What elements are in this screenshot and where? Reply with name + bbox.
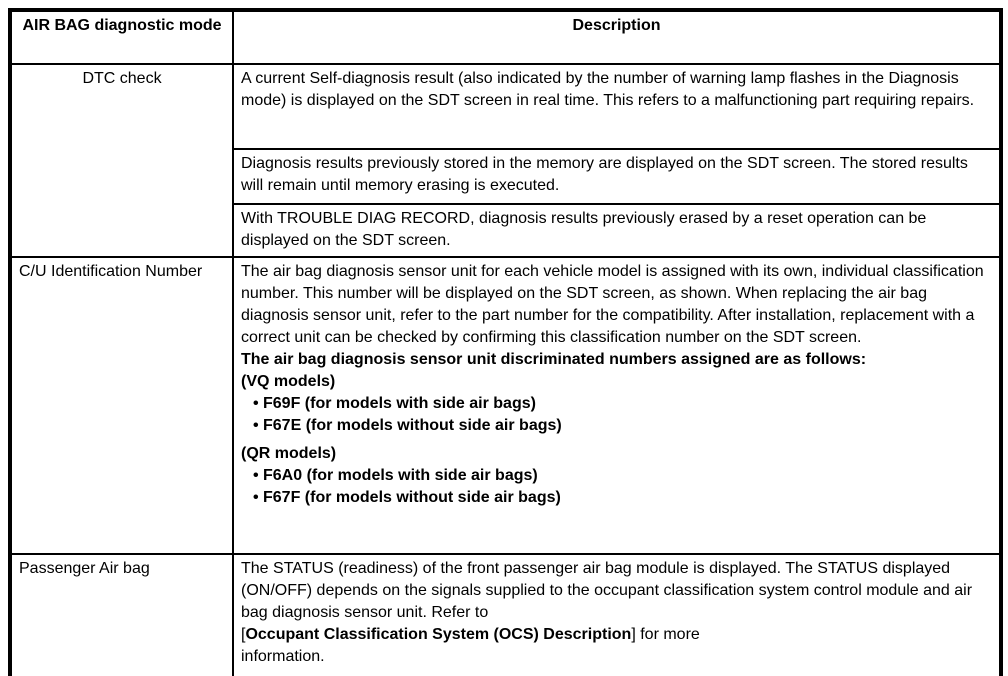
bold-note: The air bag diagnosis sensor unit discriminated numbers assigned are as follows: (241, 351, 867, 368)
paragraph: With TROUBLE DIAG RECORD, diagnosis results previously erased by a reset operation can be displayed on the SDT screen. (241, 210, 927, 249)
table-row-dtc-check-1 (10, 64, 1001, 149)
bullet-icon (241, 465, 263, 487)
dtc-description-current-result (233, 64, 1001, 149)
mode-label-passenger-air-bag: Passenger Air bag (10, 554, 233, 676)
paragraph: The air bag diagnosis sensor unit for each vehicle model is assigned with its own, individual classification number. This number will be displayed on the SDT screen, as shown. When replacing the air bag diagnosis sensor unit, refer to the part number for the compatibility. After installation, replacement with a correct unit can be checked by confirming this classification number on the SDT screen. (241, 263, 984, 346)
group-label-qr-models: (QR models) (241, 445, 337, 462)
paragraph: The STATUS (readiness) of the front passenger air bag module is displayed. The STATUS displayed (ON/OFF) depends on the signals supplied to the occupant classification system control module and air bag diagnosis sensor unit. Refer to (241, 560, 973, 621)
list-item (241, 415, 992, 437)
mode-label-dtc-check: DTC check (10, 64, 233, 257)
bullet-icon (241, 393, 263, 415)
list-item-label: F69F (for models with side air bags) (263, 395, 536, 412)
column-header-description: Description (233, 10, 1001, 64)
model-group-vq (241, 371, 992, 437)
mode-label-cu-identification-number: C/U Identification Number (10, 257, 233, 554)
paragraph: Diagnosis results previously stored in the memory are displayed on the SDT screen. The stored results will remain until memory erasing is executed. (241, 155, 968, 194)
reference-link-label: Occupant Classification System (OCS) Description (245, 626, 632, 643)
dtc-description-trouble-diag-record (233, 204, 1001, 257)
bullet-icon (241, 415, 263, 437)
airbag-diagnostic-mode-table (8, 8, 1003, 676)
bullet-icon (241, 487, 263, 509)
reference-line (241, 624, 992, 646)
list-item (241, 393, 992, 415)
table-header-row (10, 10, 1001, 64)
paragraph: information. (241, 648, 325, 665)
bracket-close-suffix: ] for more (631, 626, 700, 643)
list-item (241, 465, 992, 487)
list-item-label: F67E (for models without side air bags) (263, 417, 562, 434)
passenger-air-bag-description (233, 554, 1001, 676)
list-item-label: F6A0 (for models with side air bags) (263, 467, 538, 484)
paragraph: A current Self-diagnosis result (also indicated by the number of warning lamp flashes in the Diagnosis mode) is displayed on the SDT screen in real time. This refers to a malfunctioning part requiring repairs. (241, 70, 975, 109)
group-label-vq-models: (VQ models) (241, 373, 336, 390)
column-header-mode: AIR BAG diagnostic mode (10, 10, 233, 64)
model-group-qr (241, 443, 992, 509)
list-item (241, 487, 992, 509)
table-row-passenger-air-bag (10, 554, 1001, 676)
bracket-open: [ (241, 626, 246, 643)
list-item-label: F67F (for models without side air bags) (263, 489, 561, 506)
table-row-cu-identification (10, 257, 1001, 554)
cu-identification-description (233, 257, 1001, 554)
dtc-description-stored-results (233, 149, 1001, 204)
